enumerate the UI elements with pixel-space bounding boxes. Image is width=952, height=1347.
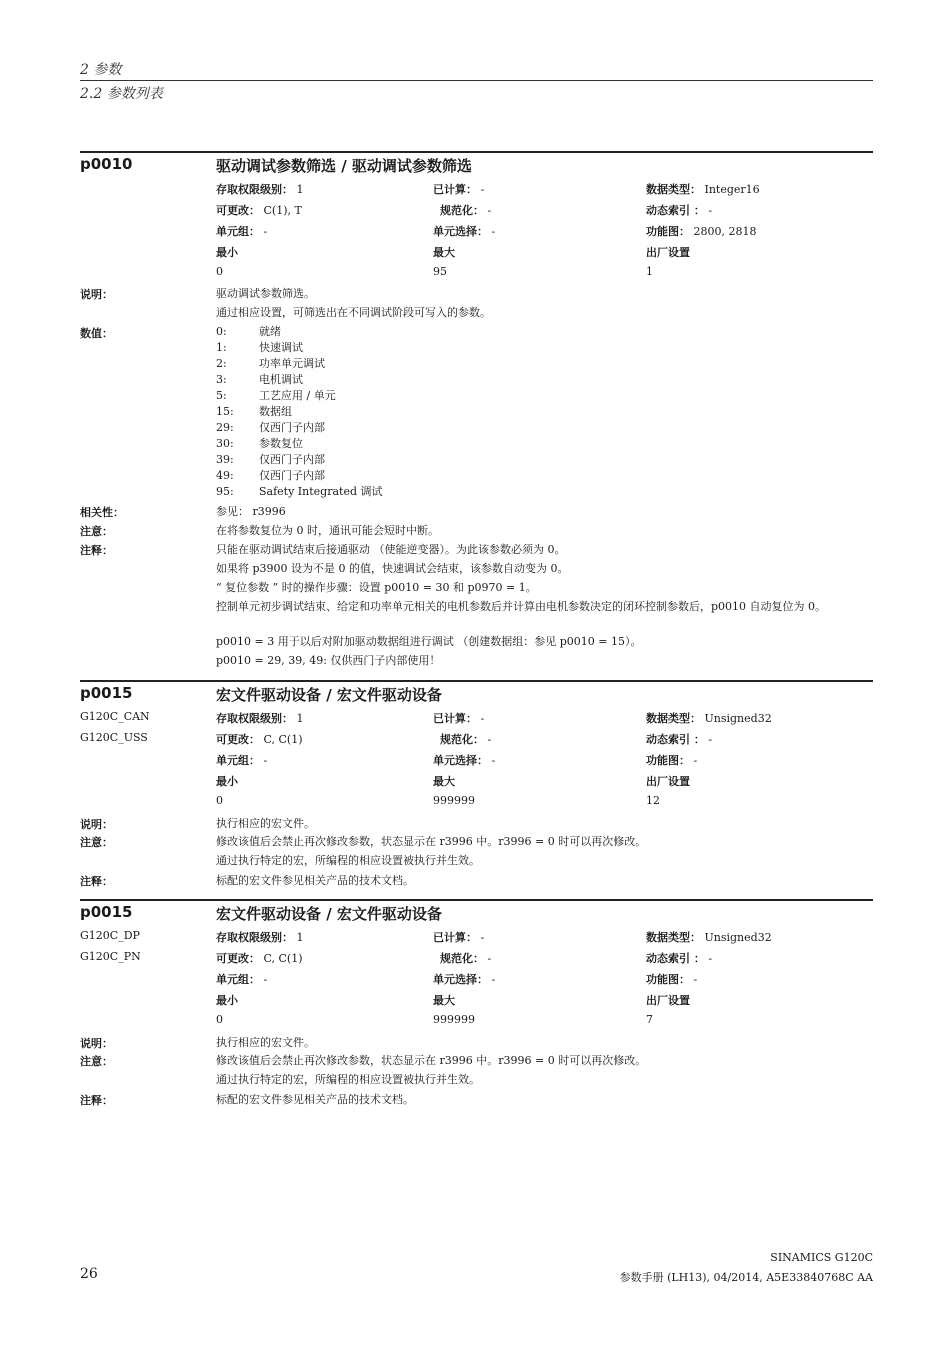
caution-label: 注意： — [80, 836, 113, 849]
caution-line: 修改该值后会禁止再次修改参数，状态显示在 r3996 中。r3996 = 0 时可以再次修改。 — [216, 1054, 647, 1067]
attr-dtype: 数据类型： Integer16 — [646, 183, 760, 196]
page-number: 26 — [80, 1266, 98, 1282]
attr-unit-group: 单元组： - — [216, 754, 268, 767]
desc-line: 驱动调试参数筛选。 — [216, 287, 315, 300]
values-label: 数值： — [80, 327, 113, 340]
desc-label: 说明： — [80, 818, 113, 831]
value-item: 2: 功率单元调试 — [216, 357, 325, 370]
param-block-p0015-dp-pn — [80, 899, 873, 1111]
desc-line: 执行相应的宏文件。 — [216, 817, 315, 830]
attr-dtype: 数据类型： Unsigned32 — [646, 712, 772, 725]
attr-change: 可更改： C, C(1) — [216, 952, 303, 965]
note-line: 只能在驱动调试结束后接通驱动 （使能逆变器）。为此该参数必须为 0。 — [216, 543, 566, 556]
attr-calc: 已计算： - — [433, 931, 485, 944]
attr-factory-label: 出厂设置 — [646, 246, 690, 259]
attr-unit-select: 单元选择： - — [433, 973, 496, 986]
attr-unit-group: 单元组： - — [216, 225, 268, 238]
attr-max-value: 999999 — [433, 794, 475, 807]
attr-access: 存取权限级别： 1 — [216, 712, 304, 725]
caution-label: 注意： — [80, 1055, 113, 1068]
attr-min-label: 最小 — [216, 775, 238, 788]
attr-factory-value: 1 — [646, 265, 653, 278]
caution-line: 通过执行特定的宏，所编程的相应设置被执行并生效。 — [216, 854, 480, 867]
value-item: 5: 工艺应用 / 单元 — [216, 389, 336, 402]
dependency-label: 相关性： — [80, 506, 124, 519]
attr-dyn-index: 动态索引 ： - — [646, 952, 713, 965]
value-item: 95: Safety Integrated 调试 — [216, 485, 383, 498]
caution-line: 通过执行特定的宏，所编程的相应设置被执行并生效。 — [216, 1073, 480, 1086]
caution-line: 在将参数复位为 0 时，通讯可能会短时中断。 — [216, 524, 439, 537]
variant-label: G120C_CAN — [80, 710, 150, 723]
note-line: 标配的宏文件参见相关产品的技术文档。 — [216, 874, 414, 887]
attr-min-value: 0 — [216, 794, 223, 807]
desc-label: 说明： — [80, 288, 113, 301]
attr-function-diagram: 功能图： - — [646, 754, 698, 767]
attr-factory-label: 出厂设置 — [646, 775, 690, 788]
note-label: 注释： — [80, 544, 113, 557]
note-label: 注释： — [80, 1094, 113, 1107]
attr-function-diagram: 功能图： - — [646, 973, 698, 986]
param-id: p0010 — [80, 155, 133, 173]
note-line: 如果将 p3900 设为不是 0 的值，快速调试会结束，该参数自动变为 0。 — [216, 562, 569, 575]
footer-product: SINAMICS G120C — [770, 1251, 873, 1264]
attr-calc: 已计算： - — [433, 183, 485, 196]
attr-dyn-index: 动态索引 ： - — [646, 733, 713, 746]
attr-dtype: 数据类型： Unsigned32 — [646, 931, 772, 944]
attr-calc: 已计算： - — [433, 712, 485, 725]
attr-min-label: 最小 — [216, 994, 238, 1007]
attr-unit-group: 单元组： - — [216, 973, 268, 986]
attr-norm: 规范化： - — [440, 733, 492, 746]
attr-max-value: 95 — [433, 265, 447, 278]
attr-access: 存取权限级别： 1 — [216, 931, 304, 944]
attr-min-value: 0 — [216, 265, 223, 278]
value-item: 1: 快速调试 — [216, 341, 303, 354]
param-title: 宏文件驱动设备 / 宏文件驱动设备 — [216, 686, 442, 704]
param-title: 宏文件驱动设备 / 宏文件驱动设备 — [216, 905, 442, 923]
attr-max-value: 999999 — [433, 1013, 475, 1026]
desc-line: 通过相应设置，可筛选出在不同调试阶段可写入的参数。 — [216, 306, 491, 319]
variant-label: G120C_DP — [80, 929, 140, 942]
value-item: 0: 就绪 — [216, 325, 281, 338]
value-item: 3: 电机调试 — [216, 373, 303, 386]
attr-dyn-index: 动态索引 ： - — [646, 204, 713, 217]
param-id: p0015 — [80, 903, 133, 921]
note-line: 控制单元初步调试结束、给定和功率单元相关的电机参数后并计算由电机参数决定的闭环控制参数后，p0010 自动复位为 0。 — [216, 600, 827, 613]
attr-min-label: 最小 — [216, 246, 238, 259]
attr-min-value: 0 — [216, 1013, 223, 1026]
param-id: p0015 — [80, 684, 133, 702]
note-line: 标配的宏文件参见相关产品的技术文档。 — [216, 1093, 414, 1106]
attr-function-diagram: 功能图： 2800, 2818 — [646, 225, 757, 238]
value-item: 30: 参数复位 — [216, 437, 303, 450]
attr-norm: 规范化： - — [440, 204, 492, 217]
footer-manual: 参数手册 (LH13), 04/2014, A5E33840768C AA — [619, 1271, 873, 1284]
value-item: 29: 仅西门子内部 — [216, 421, 325, 434]
attr-factory-value: 7 — [646, 1013, 653, 1026]
dependency-text: 参见： r3996 — [216, 505, 286, 518]
attr-access: 存取权限级别： 1 — [216, 183, 304, 196]
attr-max-label: 最大 — [433, 246, 455, 259]
caution-label: 注意： — [80, 525, 113, 538]
attr-max-label: 最大 — [433, 994, 455, 1007]
running-header-section: 2.2 参数列表 — [80, 86, 163, 102]
variant-label: G120C_USS — [80, 731, 148, 744]
attr-norm: 规范化： - — [440, 952, 492, 965]
caution-line: 修改该值后会禁止再次修改参数，状态显示在 r3996 中。r3996 = 0 时可以再次修改。 — [216, 835, 647, 848]
attr-factory-label: 出厂设置 — [646, 994, 690, 1007]
param-title: 驱动调试参数筛选 / 驱动调试参数筛选 — [216, 157, 472, 175]
attr-unit-select: 单元选择： - — [433, 225, 496, 238]
note-label: 注释： — [80, 875, 113, 888]
desc-line: 执行相应的宏文件。 — [216, 1036, 315, 1049]
note-line: p0010 = 3 用于以后对附加驱动数据组进行调试 （创建数据组：参见 p0010 = 15）。 — [216, 635, 642, 648]
value-item: 15: 数据组 — [216, 405, 292, 418]
note-line: “ 复位参数 ” 时的操作步骤：设置 p0010 = 30 和 p0970 = 1。 — [216, 581, 537, 594]
attr-change: 可更改： C(1), T — [216, 204, 302, 217]
running-header-chapter: 2 参数 — [80, 60, 873, 81]
note-line: p0010 = 29, 39, 49: 仅供西门子内部使用！ — [216, 654, 441, 667]
param-block-p0010 — [80, 151, 873, 673]
variant-label: G120C_PN — [80, 950, 141, 963]
value-item: 49: 仅西门子内部 — [216, 469, 325, 482]
desc-label: 说明： — [80, 1037, 113, 1050]
value-item: 39: 仅西门子内部 — [216, 453, 325, 466]
attr-max-label: 最大 — [433, 775, 455, 788]
param-block-p0015-can-uss — [80, 680, 873, 892]
attr-change: 可更改： C, C(1) — [216, 733, 303, 746]
attr-factory-value: 12 — [646, 794, 660, 807]
attr-unit-select: 单元选择： - — [433, 754, 496, 767]
